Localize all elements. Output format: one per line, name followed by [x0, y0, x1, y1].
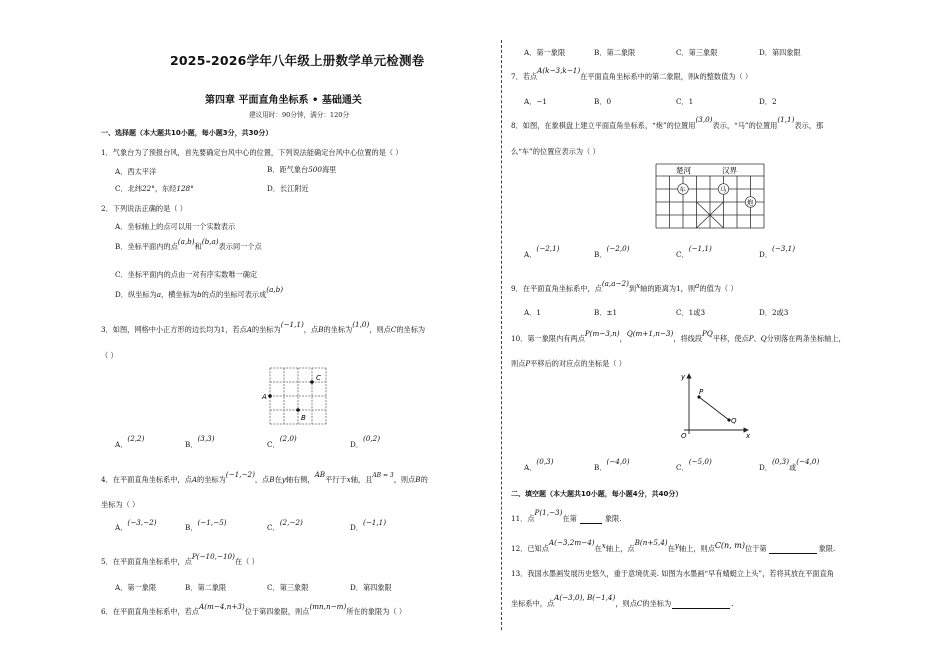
q8-option-d: D．(−3,1): [759, 244, 796, 259]
q10-label-y: y: [681, 373, 686, 381]
q6-stem: 6．在平面直角坐标系中，若点A(m−4,n+3)位于第四象限，则点(mn,n−m)所在的象限为（ ）: [101, 602, 407, 616]
q3-label-a: A: [262, 393, 267, 401]
q10-label-o: O: [681, 432, 687, 440]
right-column: [510, 0, 915, 672]
q3-option-a: A．(2,2): [115, 434, 145, 449]
q11-stem: 11．点P(1,−3)在第 象限.: [511, 508, 622, 523]
q10-option-a: A．(0,3): [524, 457, 554, 472]
q6-option-d: D．第四象限: [759, 48, 801, 57]
q8-piece-ma-label: 马: [719, 185, 727, 194]
q10-stem: 10．第一象限内有两点P(m−3,n)，Q(m+1,n−3)，将线段PQ平移，使点P、Q分别落在两条坐标轴上，: [511, 329, 846, 343]
q9-option-b: B．±1: [594, 308, 618, 317]
q4-option-a: A．(−3,−2): [115, 518, 157, 532]
q1-option-c: C．北纬22°，东经128°: [115, 184, 194, 193]
q6-option-a: A．第一象限: [524, 48, 566, 57]
q13-stem: 13．我国水墨画发展历史悠久，重于意境优美. 如图为水墨画“早有蜻蜓立上头”，若将其放在平面直角: [511, 569, 834, 578]
q11-answer-blank[interactable]: [580, 515, 602, 524]
q10-segment-pq: [699, 397, 729, 420]
q8-option-a: A．(−2,1): [524, 244, 560, 259]
q4-option-d: D．(−1,1): [350, 518, 387, 532]
q7-stem: 7．若点A(k−3,k−1)在平面直角坐标系中的第二象限，则k的整数值为（ ）: [511, 66, 753, 81]
q3-point-c: [310, 380, 314, 384]
q3-option-b: B．(3,3): [185, 434, 215, 449]
q10-label-p: P: [699, 388, 704, 396]
q10-label-x: x: [746, 432, 751, 440]
q3-point-a: [268, 394, 272, 398]
q1-stem: 1．气象台为了预报台风，首先要确定台风中心的位置，下列说法能确定台风中心位置的是（ ）: [101, 148, 403, 157]
q5-option-a: A．第一象限: [115, 583, 157, 592]
q3-paren: （ ）: [101, 351, 118, 360]
q3-option-c: C．(2,0): [267, 434, 297, 449]
q6-option-b: B．第二象限: [594, 48, 636, 57]
q1-option-a: A．西太平洋: [115, 167, 157, 176]
q8-river-left: 楚河: [676, 166, 691, 175]
q5-option-c: C．第三象限: [267, 583, 309, 592]
section-multiple-choice: 一、选择题（本大题共10小题，每小题3分，共30分）: [101, 129, 273, 137]
q5-option-d: D．第四象限: [350, 583, 392, 592]
q8-option-c: C．(−1,1): [676, 244, 712, 259]
q7-option-c: C．1: [676, 97, 694, 106]
q10-label-q: Q: [731, 417, 737, 425]
q2-option-b: B．坐标平面内的点(a,b)和(b,a)表示同一个点: [115, 237, 262, 251]
q3-stem: 3．如图，网格中小正方形的边长均为1，若点A的坐标为(−1,1)，点B的坐标为(1,0)，则点C的坐标为: [101, 320, 426, 334]
q12-answer-blank[interactable]: [769, 545, 817, 554]
q8-piece-che-label: 车: [679, 185, 686, 194]
q4-option-b: B．(−1,−5): [185, 518, 227, 532]
q9-option-c: C．1或3: [676, 308, 706, 317]
left-column: [100, 0, 492, 672]
q5-stem: 5．在平面直角坐标系中，点P(−10,−10)在（ ）: [101, 552, 259, 566]
column-divider: [501, 40, 502, 630]
q3-grid-figure: [260, 366, 350, 432]
q9-stem: 9．在平面直角坐标系中，点(a,a−2)到x轴的距离为1，则a的值为（ ）: [511, 279, 738, 293]
exam-info: 建议用时：90分钟，满分：120分: [249, 111, 350, 119]
q13-stem-line2: 坐标系中，点A(−3,0), B(−1,4)，则点C的坐标为 .: [511, 593, 734, 608]
q7-option-b: B．0: [594, 97, 612, 106]
q2-option-d: D．纵坐标为a，横坐标为b的点的坐标可表示成(a,b): [115, 285, 284, 299]
q8-stem-line2: 么“车”的位置应表示为（ ）: [511, 147, 600, 156]
exam-title: 2025-2026学年八年级上册数学单元检测卷: [170, 53, 425, 68]
q10-stem-line2: 则点P平移后的对应点的坐标是（ ）: [511, 359, 626, 368]
q9-option-d: D．2或3: [759, 308, 789, 317]
q7-option-d: D．2: [759, 97, 777, 106]
q3-option-d: D．(0,2): [350, 434, 380, 449]
q13-answer-blank[interactable]: [672, 600, 730, 609]
q9-option-a: A．1: [524, 308, 541, 317]
q4-stem-line2: 坐标为（ ）: [101, 500, 140, 509]
q8-river-right: 汉界: [722, 166, 737, 175]
q4-stem: 4．在平面直角坐标系中，点A的坐标为(−1,−2)，点B在y轴右侧，AB平行于x轴，且$^{AB = 3}$，则点B的: [101, 470, 428, 484]
q8-piece-pao-label: 炮: [746, 198, 754, 207]
section-fill-in: 二、填空题（本大题共10小题，每小题4分，共40分）: [511, 490, 683, 498]
q1-option-d: D．长江附近: [267, 184, 309, 193]
q5-option-b: B．第二象限: [185, 583, 227, 592]
q2-stem: 2．下列说法正确的是（ ）: [101, 204, 187, 213]
q12-stem: 12．已知点A(−3,2m−4)在x轴上，点B(n+5,4)在y轴上，则点C(n, m)位于第 象限.: [511, 538, 836, 553]
q3-label-b: B: [301, 414, 306, 422]
q3-point-b: [296, 408, 300, 412]
q8-option-b: B．(−2,0): [594, 244, 630, 259]
q8-stem: 8．如图，在象棋盘上建立平面直角坐标系，“炮”的位置用(3,0)表示，“马”的位置用(1,1)表示，那: [511, 115, 824, 130]
q4-option-c: C．(2,−2): [267, 518, 303, 532]
q10-option-d: D．(0,3)或(−4,0): [759, 457, 820, 472]
q7-option-a: A．−1: [524, 97, 547, 106]
chapter-title: 第四章 平面直角坐标系 • 基础通关: [205, 95, 362, 106]
q1-option-b: B．距气象台500海里: [267, 165, 337, 174]
q3-label-c: C: [316, 374, 321, 382]
q6-option-c: C．第三象限: [676, 48, 718, 57]
q2-option-a: A．坐标轴上的点可以用一个实数表示: [115, 222, 236, 231]
q2-option-c: C．坐标平面内的点由一对有序实数唯一确定: [115, 270, 258, 279]
q10-option-c: C．(−5,0): [676, 457, 712, 472]
q8-chessboard-figure: [652, 162, 772, 232]
q10-coordinate-figure: [672, 370, 752, 442]
q10-option-b: B．(−4,0): [594, 457, 630, 472]
